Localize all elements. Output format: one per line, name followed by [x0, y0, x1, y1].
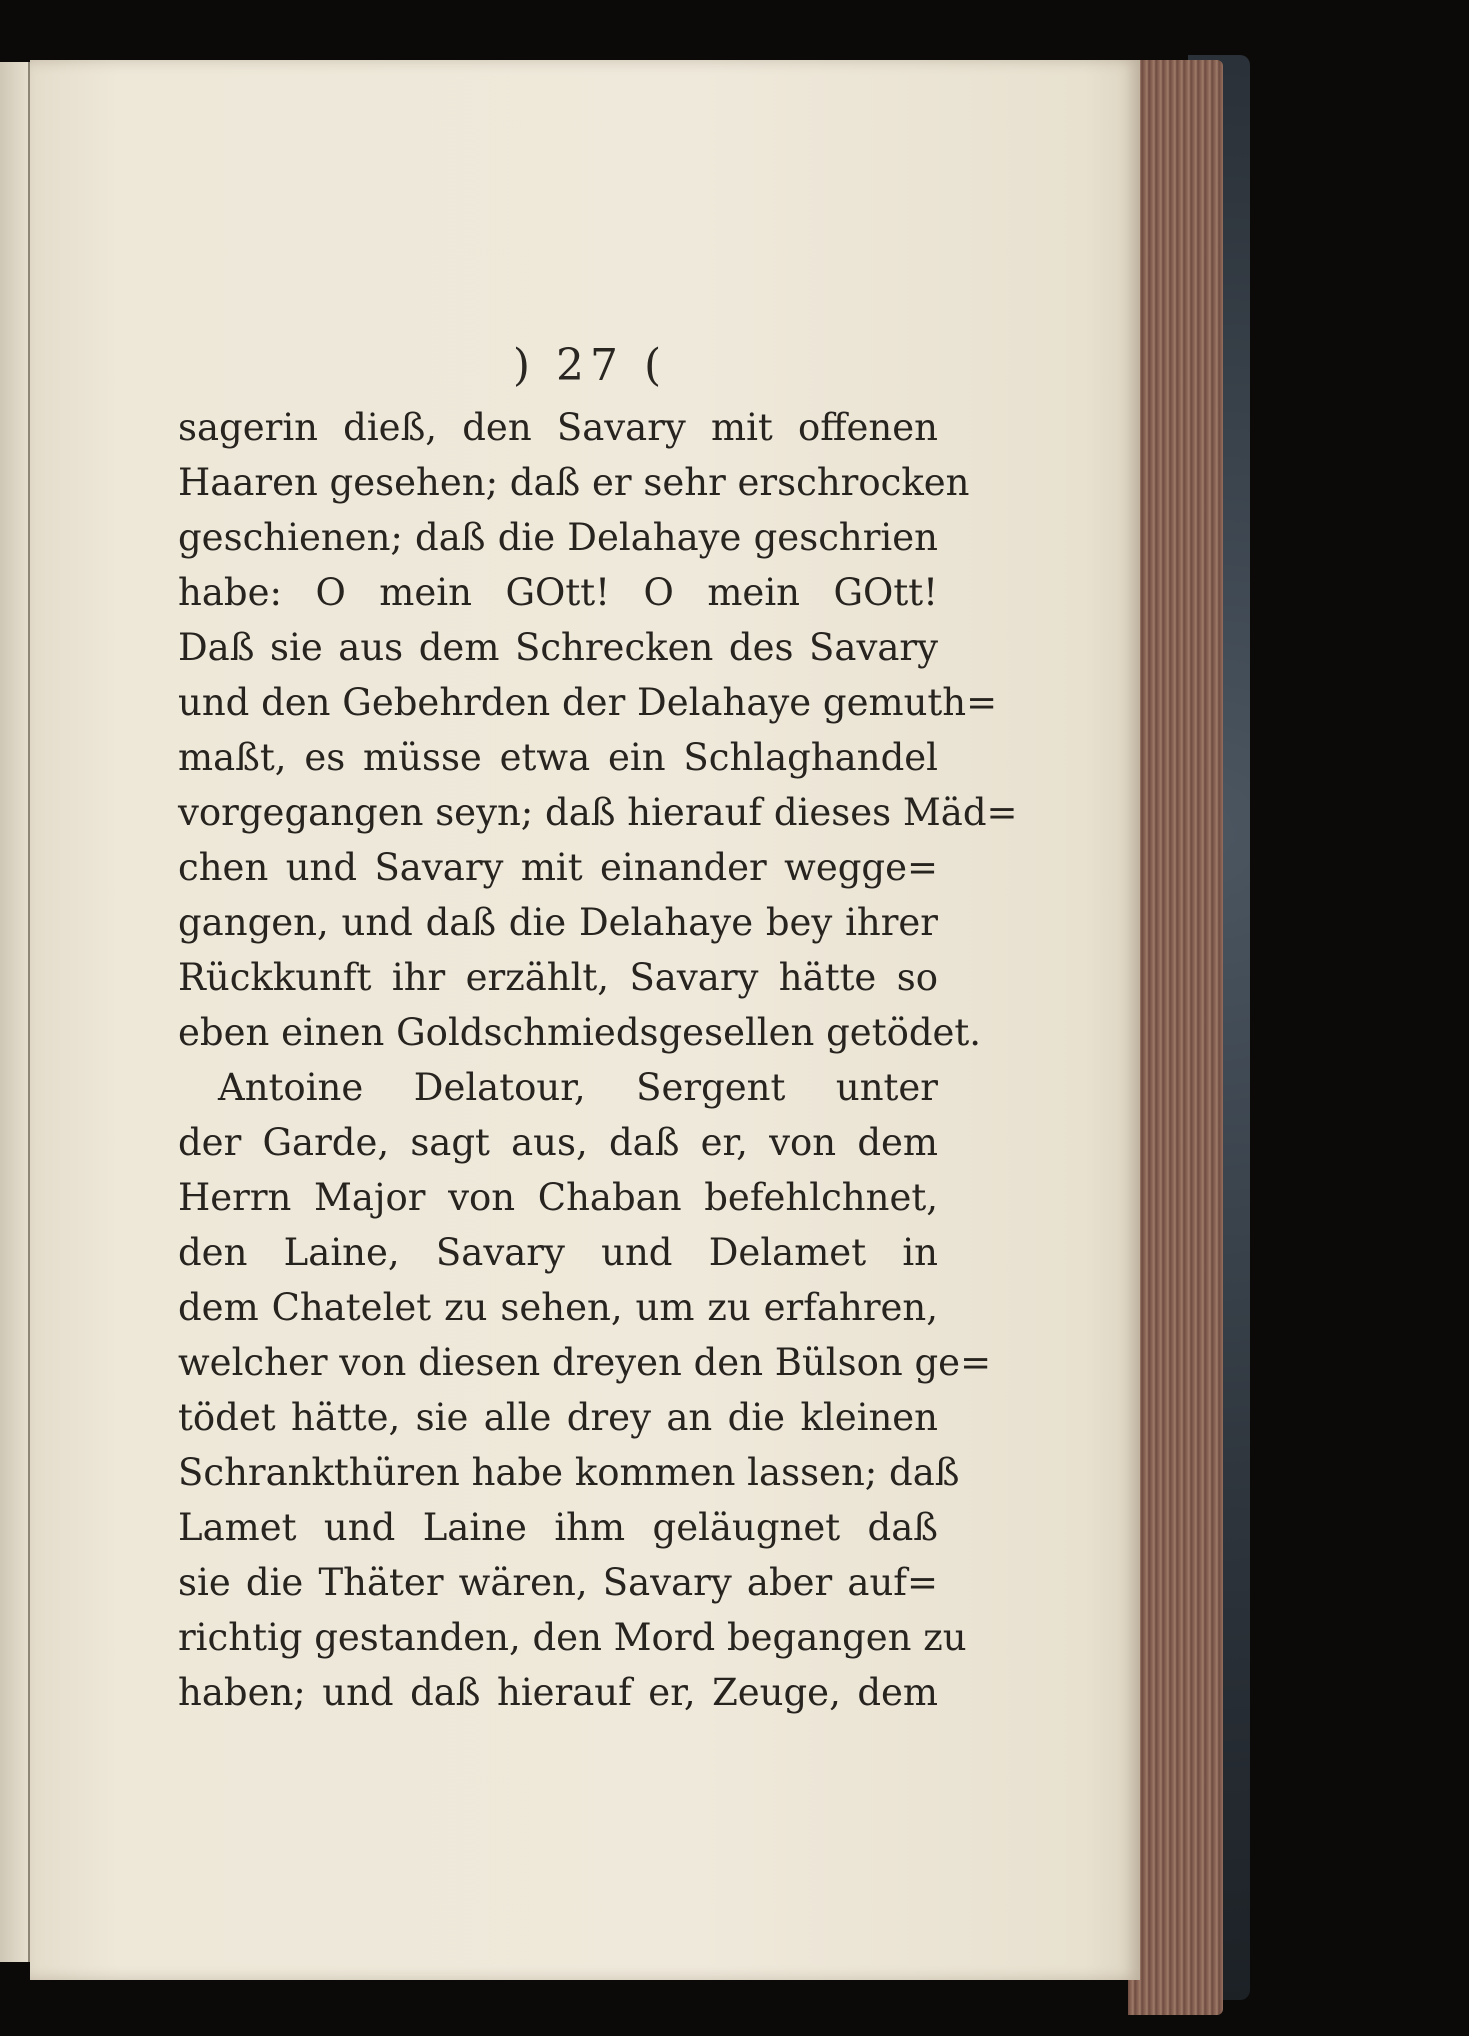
text-line: chen und Savary mit einander wegge= — [178, 846, 938, 889]
text-line: sie die Thäter wären, Savary aber auf= — [178, 1561, 938, 1604]
text-line: Lamet und Laine ihm geläugnet daß — [178, 1506, 938, 1549]
text-line: der Garde, sagt aus, daß er, von dem — [178, 1121, 938, 1164]
text-line: eben einen Goldschmiedsgesellen getödet. — [178, 1011, 982, 1054]
text-line: den Laine, Savary und Delamet in — [178, 1231, 938, 1274]
facing-page-edge — [0, 62, 30, 1962]
text-line: welcher von diesen dreyen den Bülson ge= — [178, 1341, 992, 1384]
text-line: vorgegangen seyn; daß hierauf dieses Mäd= — [178, 791, 1018, 834]
text-line: Antoine Delatour, Sergent unter — [218, 1066, 938, 1109]
page-block-edges — [1128, 60, 1223, 2015]
text-line: richtig gestanden, den Mord begangen zu — [178, 1616, 967, 1659]
text-line: tödet hätte, sie alle drey an die kleinen — [178, 1396, 938, 1439]
text-line: habe: O mein GOtt! O mein GOtt! — [178, 571, 938, 614]
text-line: gangen, und daß die Delahaye bey ihrer — [178, 901, 938, 944]
text-line: Rückkunft ihr erzählt, Savary hätte so — [178, 956, 938, 999]
text-line: und den Gebehrden der Delahaye gemuth= — [178, 681, 998, 724]
book-page — [30, 60, 1140, 1980]
text-line: Herrn Major von Chaban befehlchnet, — [178, 1176, 938, 1219]
text-line: Schrankthüren habe kommen lassen; daß — [178, 1451, 960, 1494]
text-line: sagerin dieß, den Savary mit offenen — [178, 406, 938, 449]
page-number-header: ) 27 ( — [512, 340, 668, 391]
text-line: dem Chatelet zu sehen, um zu erfahren, — [178, 1286, 938, 1329]
text-line: haben; und daß hierauf er, Zeuge, dem — [178, 1671, 938, 1714]
text-line: geschienen; daß die Delahaye geschrien — [178, 516, 938, 559]
body-text — [178, 400, 1018, 1720]
text-line: Haaren gesehen; daß er sehr erschrocken — [178, 461, 970, 504]
text-line: maßt, es müsse etwa ein Schlaghandel — [178, 736, 938, 779]
text-line: Daß sie aus dem Schrecken des Savary — [178, 626, 938, 669]
